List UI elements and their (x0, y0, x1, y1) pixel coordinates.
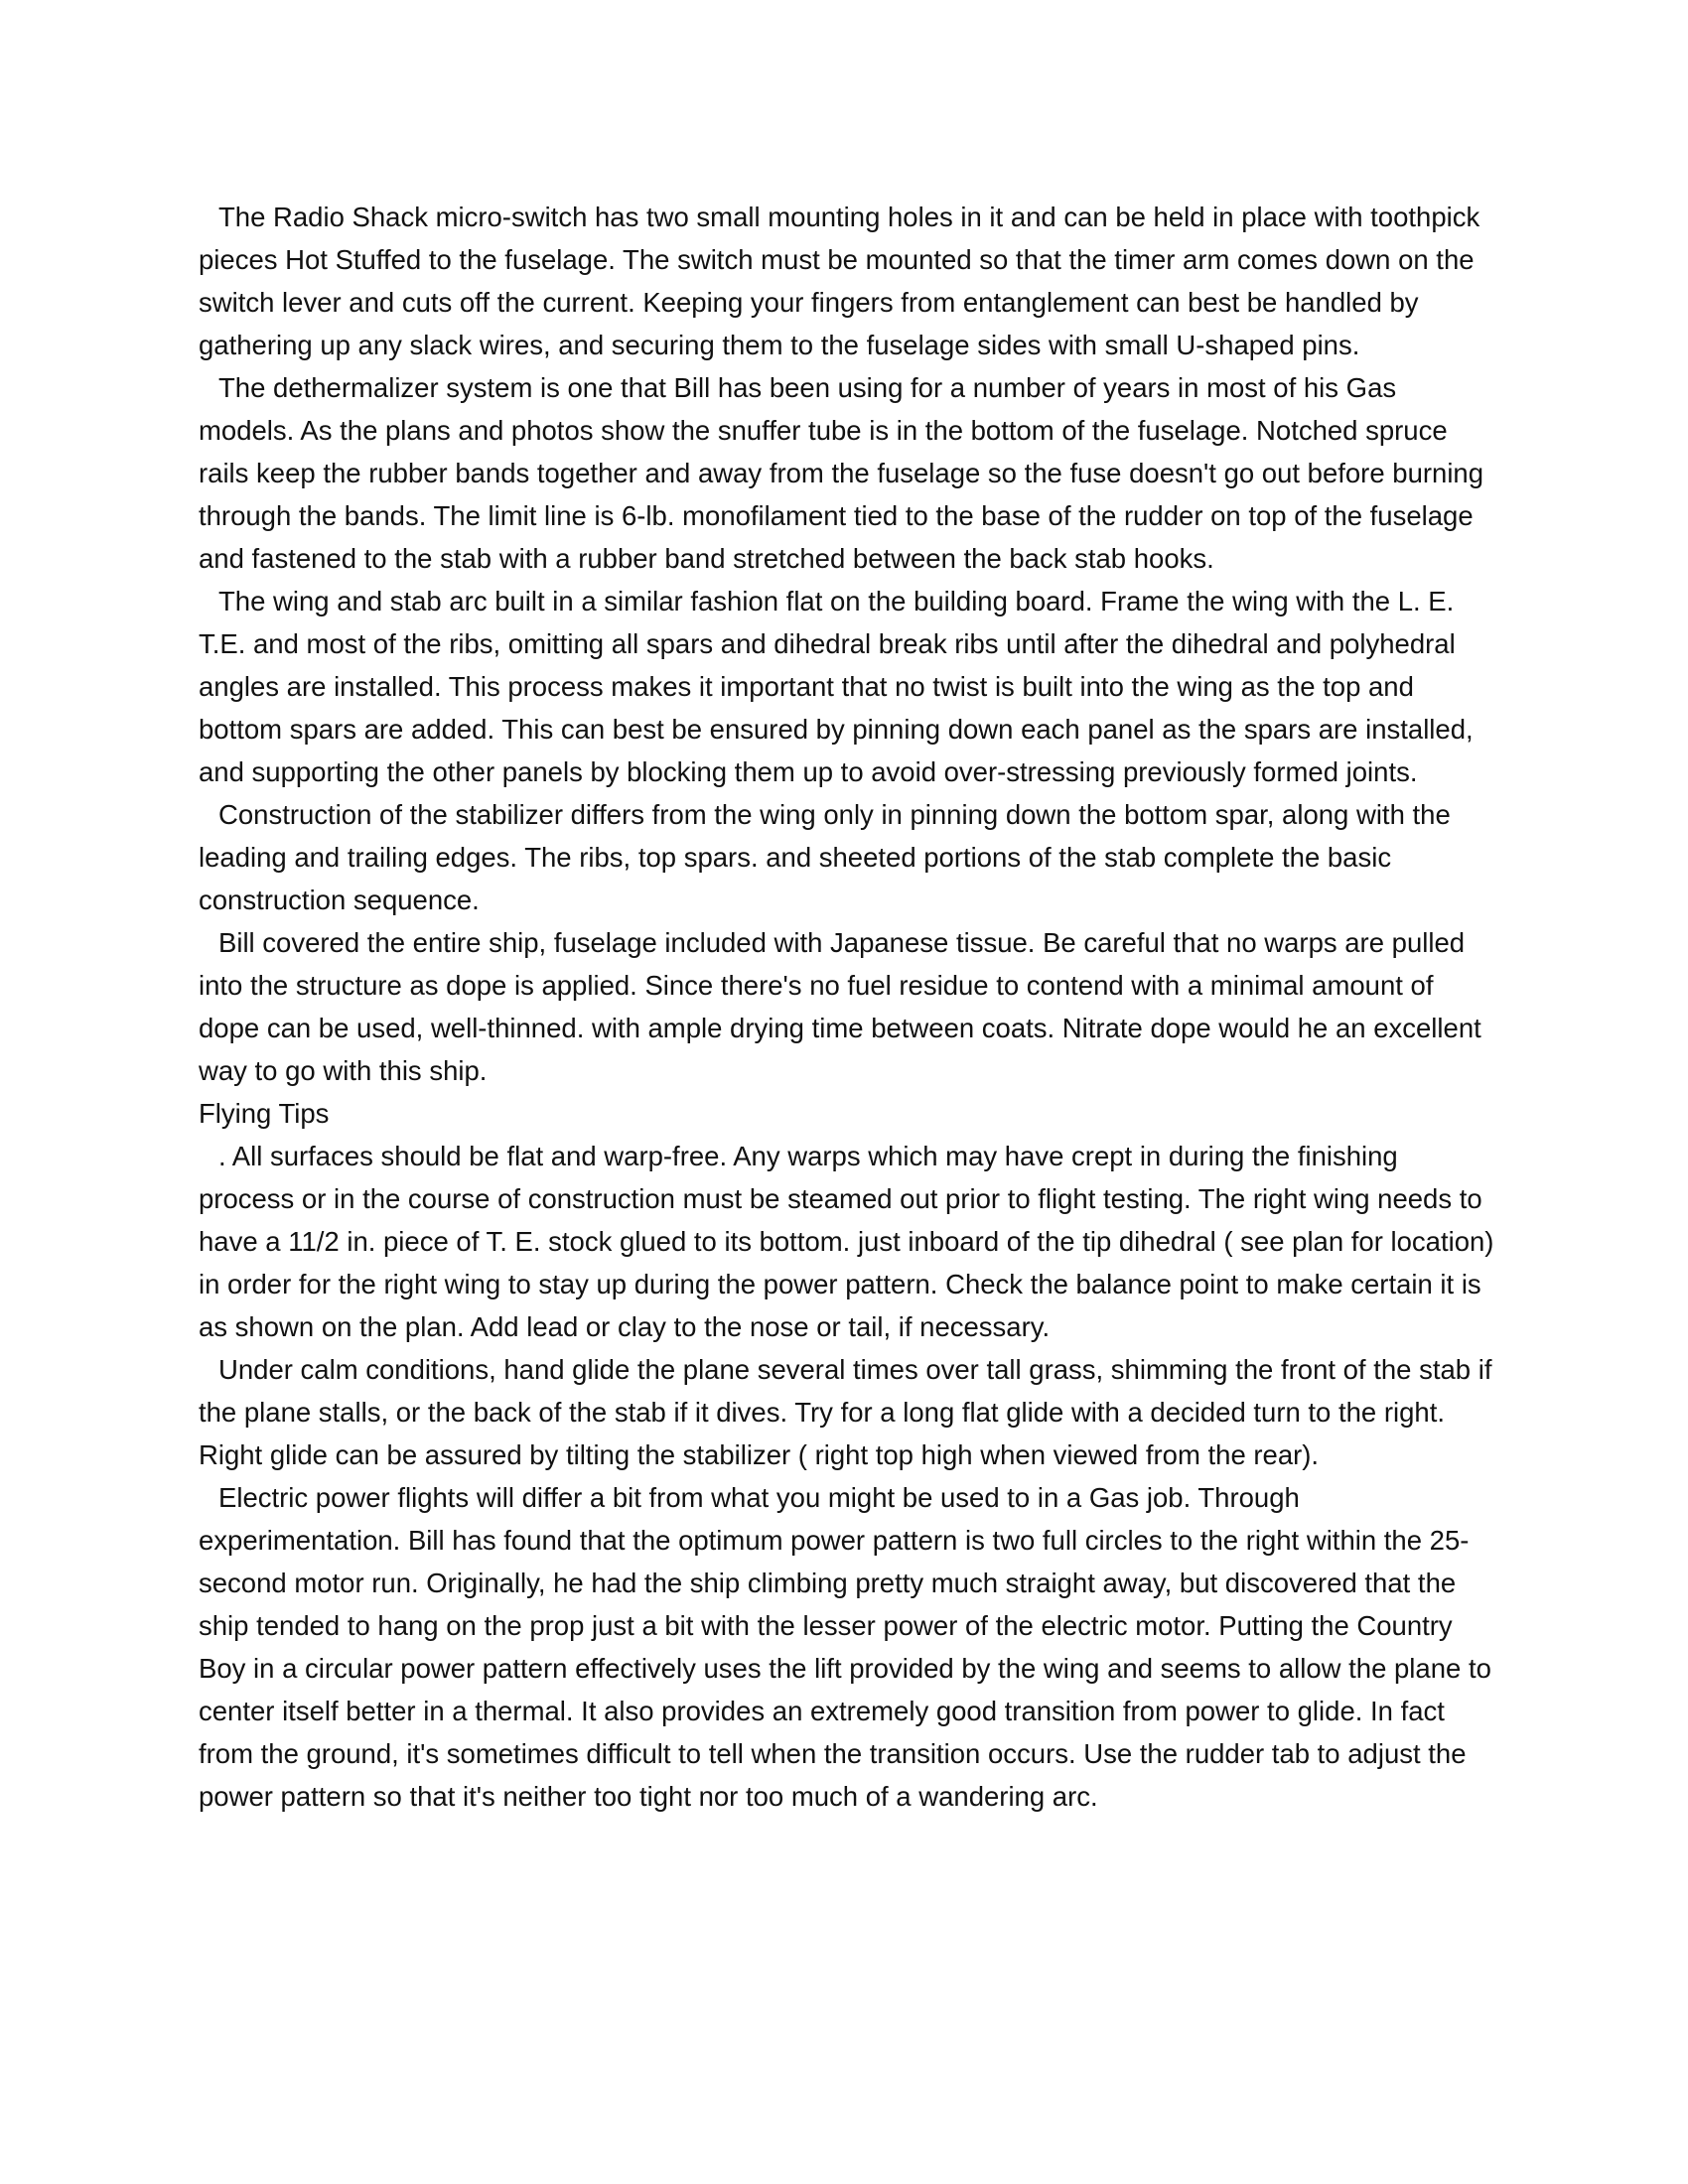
paragraph-hand-glide: Under calm conditions, hand glide the plane several times over tall grass, shimming the front of the stab if the plane stalls, or the back of the stab if it dives. Try for a long flat glide with a decided turn to the right. Right glide can be assured by tilting the stabilizer ( right top high when viewed from the rear). (199, 1354, 1492, 1470)
paragraph-stabilizer: Construction of the stabilizer differs from the wing only in pinning down the bottom spar, along with the leading and trailing edges. The ribs, top spars. and sheeted portions of the stab complete the basic construction sequence. (199, 799, 1451, 915)
paragraph-covering: Bill covered the entire ship, fuselage included with Japanese tissue. Be careful that no warps are pulled into the structure as dope is applied. Since there's no fuel residue to contend with a minimal amount of dope can be used, well-thinned. with ample drying time between coats. Nitrate dope would he an excellent way to go with this ship. (199, 927, 1481, 1086)
paragraph-surfaces: . All surfaces should be flat and warp-free. Any warps which may have crept in during the finishing process or in the course of construction must be steamed out prior to flight testing. The right wing needs to have a 11/2 in. piece of T. E. stock glued to its bottom. just inboard of the tip dihedral ( see plan for location) in order for the right wing to stay up during the power pattern. Check the balance point to make certain it is as shown on the plan. Add lead or clay to the nose or tail, if necessary. (199, 1141, 1494, 1342)
paragraph-micro-switch: The Radio Shack micro-switch has two small mounting holes in it and can be held in place with toothpick pieces Hot Stuffed to the fuselage. The switch must be mounted so that the timer arm comes down on the switch lever and cuts off the current. Keeping your fingers from entanglement can best be handled by gathering up any slack wires, and securing them to the fuselage sides with small U-shaped pins. (199, 202, 1480, 360)
section-heading-flying-tips: Flying Tips (199, 1098, 330, 1129)
paragraph-wing-stab-construction: The wing and stab arc built in a similar fashion flat on the building board. Frame the wing with the L. E. T.E. and most of the ribs, omitting all spars and dihedral break ribs until after the dihedral and polyhedral angles are installed. This process makes it important that no twist is built into the wing as the top and bottom spars are added. This can best be ensured by pinning down each panel as the spars are installed, and supporting the other panels by blocking them up to avoid over-stressing previously formed joints. (199, 586, 1474, 787)
paragraph-power-flights: Electric power flights will differ a bit from what you might be used to in a Gas job. Through experimentation. Bill has found that the optimum power pattern is two full circles to the right within the 25-second motor run. Originally, he had the ship climbing pretty much straight away, but discovered that the ship tended to hang on the prop just a bit with the lesser power of the electric motor. Putting the Country Boy in a circular power pattern effectively uses the lift provided by the wing and seems to allow the plane to center itself better in a thermal. It also provides an extremely good transition from power to glide. In fact from the ground, it's sometimes difficult to tell when the transition occurs. Use the rudder tab to adjust the power pattern so that it's neither too tight nor too much of a wandering arc. (199, 1482, 1491, 1812)
document-page (199, 196, 1499, 1818)
paragraph-dethermalizer: The dethermalizer system is one that Bill has been using for a number of years in most of his Gas models. As the plans and photos show the snuffer tube is in the bottom of the fuselage. Notched spruce rails keep the rubber bands together and away from the fuselage so the fuse doesn't go out before burning through the bands. The limit line is 6-lb. monofilament tied to the base of the rudder on top of the fuselage and fastened to the stab with a rubber band stretched between the back stab hooks. (199, 372, 1484, 574)
